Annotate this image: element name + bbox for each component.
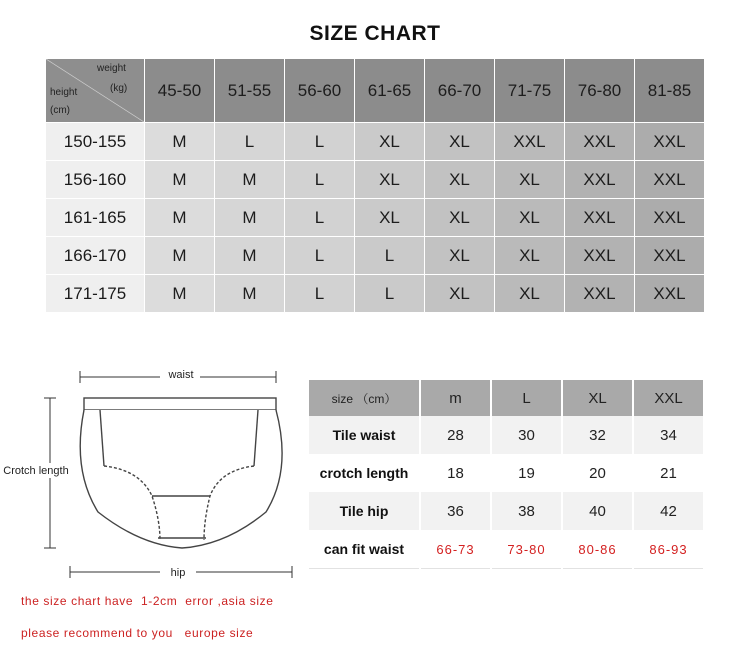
size-cell: M — [145, 123, 214, 160]
size-cell: XL — [355, 123, 424, 160]
page-title: SIZE CHART — [309, 22, 441, 45]
weight-axis-label: weight — [97, 63, 126, 74]
weight-unit-label: (kg) — [110, 83, 128, 94]
size-cell: M — [215, 237, 284, 274]
height-row-label: 156-160 — [46, 161, 144, 198]
briefs-measurement-diagram — [0, 360, 310, 590]
size-header: XL — [563, 380, 632, 416]
weight-header: 66-70 — [425, 59, 494, 122]
size-cell: XXL — [565, 237, 634, 274]
size-cell: L — [355, 237, 424, 274]
size-cell: XXL — [635, 161, 704, 198]
size-cell: XL — [495, 237, 564, 274]
fit-waist-value: 80-86 — [563, 530, 632, 569]
table-row — [309, 530, 703, 569]
measurement-value: 40 — [563, 492, 632, 530]
size-cell: XL — [355, 161, 424, 198]
measurement-label: Tile hip — [309, 492, 419, 530]
height-unit-label: (cm) — [50, 105, 70, 116]
table-row — [46, 275, 704, 312]
size-cell: L — [285, 123, 354, 160]
measurement-table — [307, 380, 705, 569]
weight-header: 51-55 — [215, 59, 284, 122]
size-header: XXL — [634, 380, 703, 416]
size-cell: M — [145, 237, 214, 274]
table-corner-cell — [46, 59, 144, 122]
fit-waist-value: 86-93 — [634, 530, 703, 569]
size-cell: XXL — [635, 275, 704, 312]
size-cell: XXL — [565, 123, 634, 160]
size-cell: XXL — [495, 123, 564, 160]
measurement-value: 30 — [492, 416, 561, 454]
size-cell: M — [215, 199, 284, 236]
weight-header: 56-60 — [285, 59, 354, 122]
measurement-value: 38 — [492, 492, 561, 530]
size-cell: XXL — [635, 123, 704, 160]
table-row — [309, 492, 703, 530]
size-cell: L — [285, 275, 354, 312]
height-row-label: 166-170 — [46, 237, 144, 274]
hip-label: hip — [170, 567, 186, 579]
size-cell: XXL — [565, 199, 634, 236]
fit-waist-value: 73-80 — [492, 530, 561, 569]
table-row — [46, 161, 704, 198]
size-cell: XL — [425, 161, 494, 198]
weight-header: 81-85 — [635, 59, 704, 122]
height-row-label: 161-165 — [46, 199, 144, 236]
size-cell: L — [355, 275, 424, 312]
table-row — [309, 454, 703, 492]
weight-header: 61-65 — [355, 59, 424, 122]
size-cell: XXL — [565, 275, 634, 312]
measurement-header-row — [309, 380, 703, 416]
briefs-outline — [80, 398, 282, 548]
size-cell: XL — [495, 161, 564, 198]
fit-waist-value: 66-73 — [421, 530, 490, 569]
size-header: m — [421, 380, 490, 416]
size-recommend-note: please recommend to you europe size — [21, 626, 254, 640]
size-cell: XL — [355, 199, 424, 236]
measurement-value: 34 — [634, 416, 703, 454]
table-row — [46, 123, 704, 160]
size-cell: XL — [495, 199, 564, 236]
weight-header-row — [46, 59, 704, 122]
measurement-value: 32 — [563, 416, 632, 454]
size-cell: L — [215, 123, 284, 160]
measurement-label: can fit waist — [309, 530, 419, 569]
size-header: L — [492, 380, 561, 416]
size-error-note: the size chart have 1-2cm error ,asia size — [21, 594, 274, 608]
table-row — [46, 237, 704, 274]
size-cell: XL — [495, 275, 564, 312]
size-cell: XL — [425, 275, 494, 312]
measurement-label: crotch length — [309, 454, 419, 492]
measurement-value: 18 — [421, 454, 490, 492]
measurement-value: 28 — [421, 416, 490, 454]
height-axis-label: height — [50, 87, 78, 98]
size-cell: XXL — [635, 237, 704, 274]
size-cell: XXL — [565, 161, 634, 198]
weight-header: 71-75 — [495, 59, 564, 122]
measurement-value: 20 — [563, 454, 632, 492]
size-cell: L — [285, 237, 354, 274]
table-row — [46, 199, 704, 236]
size-cell: L — [285, 199, 354, 236]
height-row-label: 171-175 — [46, 275, 144, 312]
size-cell: XL — [425, 199, 494, 236]
size-chart-table — [45, 58, 705, 313]
measurement-value: 21 — [634, 454, 703, 492]
size-cell: M — [215, 161, 284, 198]
measurement-value: 36 — [421, 492, 490, 530]
measurement-label: Tile waist — [309, 416, 419, 454]
measurement-value: 42 — [634, 492, 703, 530]
size-cell: M — [145, 199, 214, 236]
measurement-value: 19 — [492, 454, 561, 492]
size-unit-header: size （cm） — [309, 380, 419, 416]
height-row-label: 150-155 — [46, 123, 144, 160]
weight-header: 45-50 — [145, 59, 214, 122]
size-cell: L — [285, 161, 354, 198]
crotch-length-label: Crotch length — [3, 465, 69, 477]
size-cell: XL — [425, 237, 494, 274]
size-cell: M — [215, 275, 284, 312]
waist-label: waist — [168, 369, 194, 381]
size-cell: M — [145, 161, 214, 198]
table-row — [309, 416, 703, 454]
weight-header: 76-80 — [565, 59, 634, 122]
size-cell: XL — [425, 123, 494, 160]
size-cell: M — [145, 275, 214, 312]
size-cell: XXL — [635, 199, 704, 236]
